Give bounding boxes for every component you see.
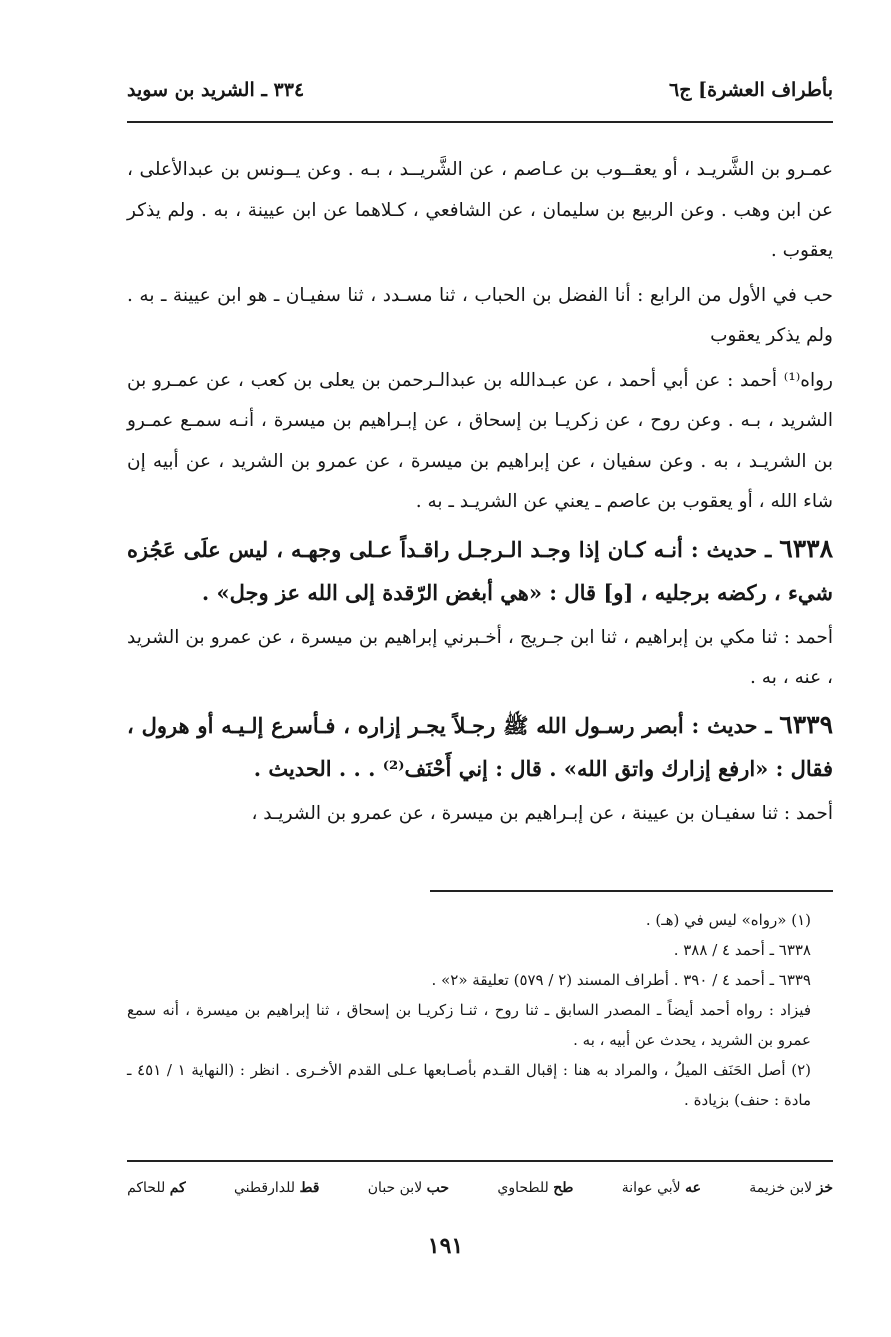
footnote: (٢) أصل الحَنَف الميلُ ، والمراد به هنا : إقبال القـدم بأصـابعها عـلى القدم الأخـرى . انظر : (النهاية ١ / ٤٥١ ـ مادة : حنف) بزيادة . — [127, 1061, 812, 1109]
paragraph: أحمد : ثنا سفيـان بن عيينة ، عن إبـراهيم بن ميسرة ، عن عمرو بن الشريـد ، — [251, 802, 833, 824]
paragraph: أحمد : ثنا مكي بن إبراهيم ، ثنا ابن جـريج ، أخـبرني إبراهيم بن ميسرة ، عن عمرو بن الشريد ، عنه ، به . — [127, 626, 833, 688]
sigla-item: خز لابن خزيمة — [749, 1180, 833, 1196]
hadith-text: ـ حديث : أنـه كـان إذا وجـد الـرجـل راقـداً عـلى وجهـه ، ليس علَى عَجُزه شيء ، ركضه برجليه ، [و] قال : «هي أبغض الرّقدة إلى الله عز وجل» . — [127, 536, 833, 605]
footnote: (١) «رواه» ليس في (هـ) . — [645, 911, 811, 929]
header-section-title: ٣٣٤ ـ الشريد بن سويد — [127, 79, 305, 101]
header-rule — [127, 121, 833, 123]
hadith-number: ٦٣٣٨ — [779, 533, 833, 563]
hadith-number: ٦٣٣٩ — [779, 709, 834, 739]
footnote-rule — [430, 890, 833, 892]
header-book-title: بأطراف العشرة] ج٦ — [669, 79, 833, 101]
sigla-item: حب لابن حبان — [367, 1180, 450, 1196]
hadith-6338 — [127, 527, 833, 614]
sigla-item: عه لأبي عوانة — [621, 1180, 701, 1196]
footnote: ٦٣٣٨ ـ أحمد ٤ / ٣٨٨ . — [673, 941, 811, 959]
sigla-item: قط للدارقطني — [234, 1180, 320, 1196]
footnote: ٦٣٣٩ ـ أحمد ٤ / ٣٩٠ . أطراف المسند (٢ / ٥٧٩) تعليقة «٢» . — [431, 971, 811, 989]
sigla-item: طح للطحاوي — [497, 1180, 574, 1196]
footnote: فيزاد : رواه أحمد أيضاً ـ المصدر السابق ـ ثنا روح ، ثنـا زكريـا بن إسحاق ، ثنا إبراهيم بن ميسرة ، أنه سمع عمرو بن الشريد ، يحدث عن أبيه ، به . — [127, 1001, 811, 1049]
main-text — [127, 150, 833, 838]
paragraph: عمـرو بن الشَّريـد ، أو يعقــوب بن عـاصم ، عن الشَّريــد ، بـه . وعن يــونس بن عبدالأعلى ، عن ابن وهب . وعن الربيع بن سليمان ، عن الشافعي ، كـلاهما عن ابن عيينة ، به . ولم يذكر يعقوب . — [127, 159, 833, 261]
sigla-rule — [127, 1160, 833, 1162]
footnotes — [127, 905, 833, 1115]
hadith-6339 — [127, 703, 833, 790]
paragraph: حب في الأول من الرابع : أنا الفضل بن الحباب ، ثنا مسـدد ، ثنا سفيـان ـ هو ابن عيينة ـ به . ولم يذكر يعقوب — [127, 284, 833, 346]
page-number: ١٩١ — [427, 1233, 464, 1259]
paragraph: رواه⁽¹⁾ أحمد : عن أبي أحمد ، عن عبـدالله بن عبدالـرحمن بن يعلى بن كعب ، عن عمـرو بن الشريد ، بـه . وعن روح ، عن زكريـا بن إسحاق ، عن إبـراهيم بن ميسرة ، أنـه سمـع عمـرو بن الشريـد ، به . وعن سفيان ، عن إبراهيم بن ميسرة ، عن عمرو بن الشريد ، عن أبيه إن شاء الله ، أو يعقوب بن عاصم ـ يعني عن الشريـد ـ به . — [127, 369, 833, 512]
running-header — [127, 70, 833, 110]
sigla-legend — [127, 1175, 833, 1201]
hadith-text: ـ حديث : أبصر رسـول الله ﷺ رجـلاً يجـر إزاره ، فـأسرع إلـيـه أو هرول ، فقال : «ارفع إزارك واتق الله» . قال : إني أَحْنَف⁽²⁾ . . . الحديث . — [127, 712, 833, 781]
sigla-item: كم للحاكم — [127, 1180, 186, 1196]
